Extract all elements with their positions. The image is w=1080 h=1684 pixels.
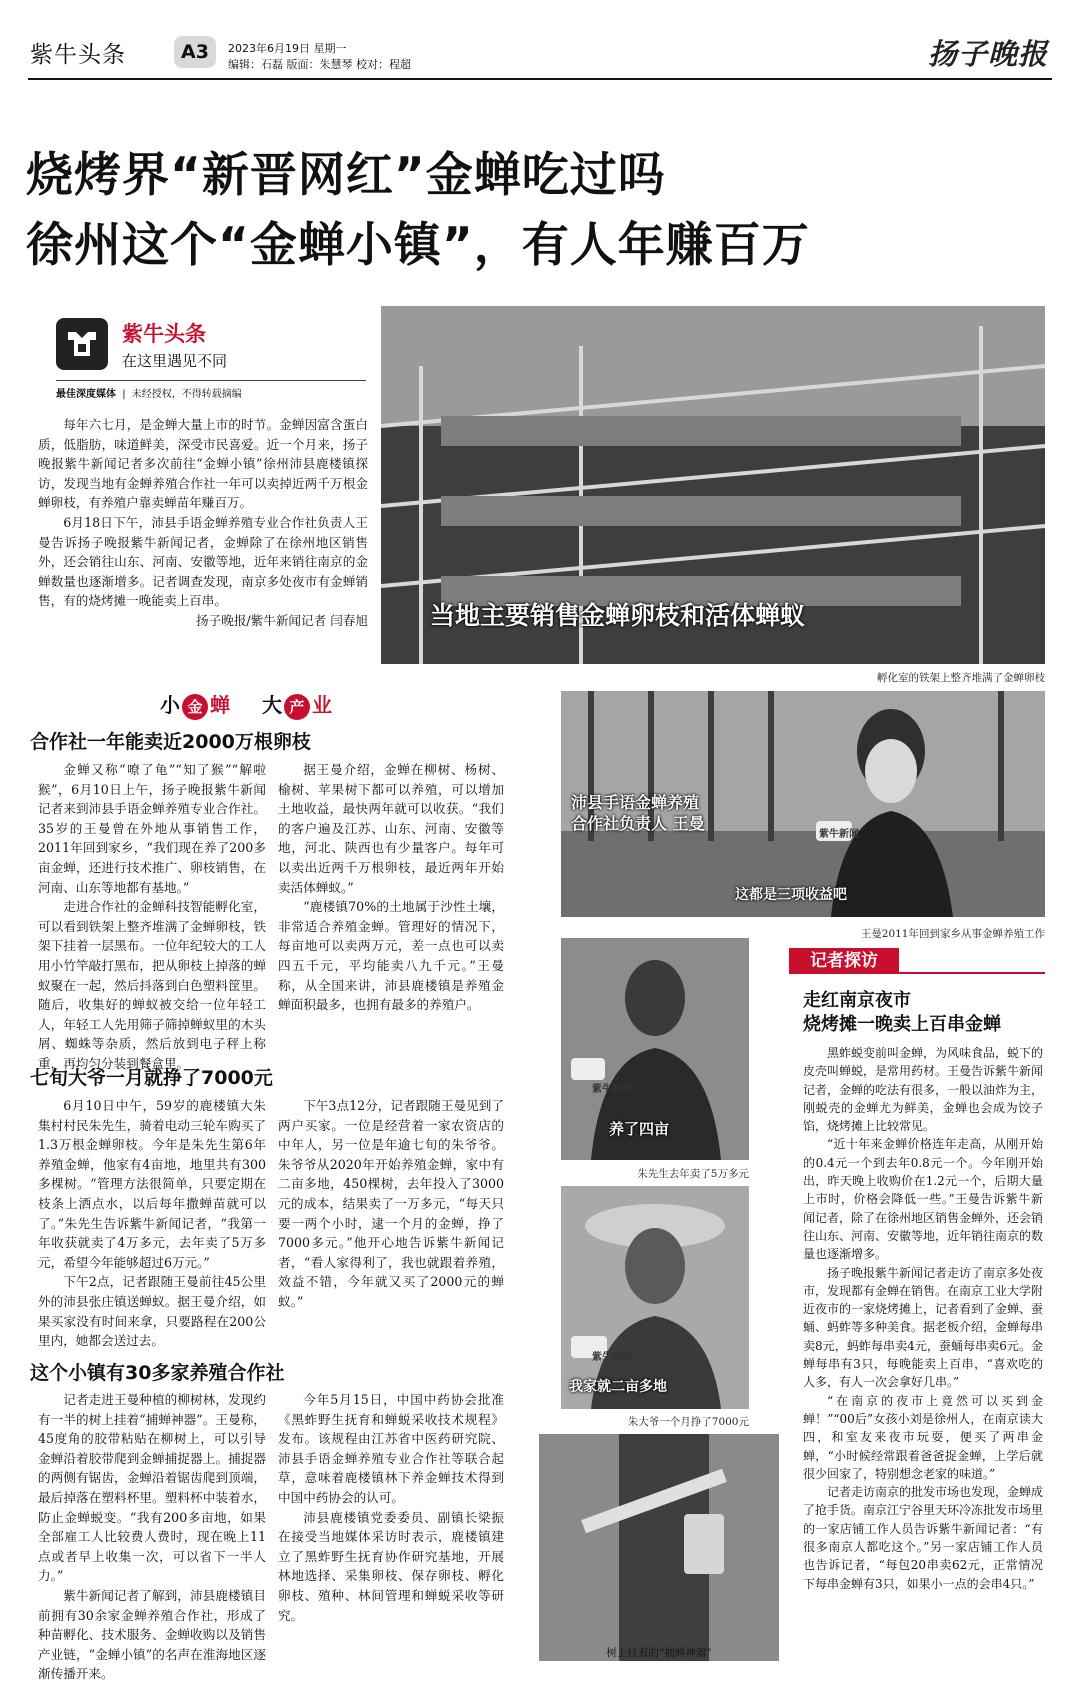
uncle-photo-caption: 朱大爷一个月挣了7000元 — [627, 1416, 749, 1428]
banner-small: 小 — [160, 693, 180, 717]
lead-text — [38, 415, 368, 631]
headline-line-2: 徐州这个“金蝉小镇”，有人年赚百万 — [26, 218, 810, 273]
sidebar-paragraph: 扬子晚报紫牛新闻记者走访了南京多处夜市，发现都有金蝉在销售。在南京工业大学附近夜市的一家烧烤摊上，记者看到了金蝉、蚕蛹、蚂蚱等多种美食。据老板介绍，金蝉每串卖8元，蚂蚱每串卖4元，蚕蛹每串卖6元。金蝉每串有3只，每晚能卖上百串，“喜欢吃的人多，有人一次会拿好几串。” — [803, 1265, 1044, 1390]
section1-paragraph: “鹿楼镇70%的土地属于沙性土壤，非常适合养殖金蝉。管理好的情况下，每亩地可以卖两万元，差一点也可以卖四五千元，平均能卖八九千元。”王曼称，从全国来讲，沛县鹿楼镇是养殖金蝉面积最多，也拥有最多的养殖户。 — [278, 899, 504, 1013]
brand-slogan: 在这里遇见不同 — [122, 352, 228, 370]
section1-col2 — [278, 760, 504, 1032]
banner-industry-2: 业 — [311, 693, 332, 717]
section1-paragraph: 走进合作社的金蝉科技智能孵化室，可以看到铁架上整齐堆满了金蝉卵枝，铁架下挂着一层黑布。一位年纪较大的工人用小竹竿敲打黑布，把从卵枝上掉落的蝉蚁聚在一起，然后抖落到白色塑料筐里。随后，收集好的蝉蚁被交给一位年轻工人，年轻工人先用筛子筛掉蝉蚁里的木头屑、蜘蛛等杂质，然后放到电子秤上称重，再均匀分装到餐盒里。 — [38, 899, 266, 1071]
editor-credits: 编辑：石磊 版面：朱慧琴 校对：程超 — [228, 58, 411, 71]
section2-col2 — [278, 1096, 504, 1352]
sidebar-paragraph: 黑蚱蜕变前叫金蝉，为风味食品，蜕下的皮壳叫蝉蜕，是常用药材。王曼告诉紫牛新闻记者，金蝉的吃法有很多，一般以油炸为主，刚蜕壳的金蝉尤为鲜美，金蝉也会成为饺子馅，烧烤摊上比较常见。 — [803, 1046, 1044, 1134]
section2-col1 — [38, 1096, 266, 1352]
page-number-tab: A3 — [174, 36, 216, 68]
sidebar-paragraph: “在南京的夜市上竟然可以买到金蝉！”“00后”女孩小刘是徐州人，在南京读大四，和室友来夜市玩耍，便买了两串金蝉，“小时候经常跟着爸爸捉金蝉，上学后就很少回家了，特别想念老家的味道。” — [803, 1393, 1043, 1481]
section2-title: 七旬大爷一月就挣了7000元 — [30, 1067, 273, 1089]
section-label: 紫牛头条 — [30, 42, 126, 68]
section1-title: 合作社一年能卖近2000万根卵枝 — [30, 731, 311, 753]
sidebar-title-2: 烧烤摊一晚卖上百串金蝉 — [803, 1014, 1001, 1035]
zhu-mic-flag: 紫牛新闻 — [592, 1084, 632, 1095]
uncle-mic-flag: 紫牛新闻 — [592, 1352, 632, 1363]
section2-paragraph: 下午2点，记者跟随王曼前往45公里外的沛县张庄镇送蝉蚁。据王曼介绍，如果买家没有时间来拿，只要路程在200公里内，她都会送过去。 — [38, 1274, 266, 1349]
zhu-overlay: 养了四亩 — [609, 1120, 670, 1138]
issue-date: 2023年6月19日 星期一 — [228, 42, 347, 55]
lead-byline: 扬子晚报/紫牛新闻记者 闫春旭 — [196, 612, 368, 628]
sidebar-tag: 记者探访 — [789, 948, 899, 974]
brand-tagline: 最佳深度媒体 | 未经授权，不得转载摘编 — [56, 389, 242, 400]
wang-photo-caption: 王曼2011年回到家乡从事金蝉养殖工作 — [860, 928, 1045, 940]
tree-photo-caption: 树上挂着的“捕蝉神器” — [606, 1647, 712, 1659]
lead-paragraph: 每年六七月，是金蝉大量上市的时节。金蝉因富含蛋白质，低脂肪，味道鲜美，深受市民喜爱。近一个月来，扬子晚报紫牛新闻记者多次前往“金蝉小镇”徐州沛县鹿楼镇探访，发现当地有金蝉养殖合作社一年可以卖掉近两千万根金蝉卵枝，有养殖户靠卖蝉苗年赚百万。 — [38, 417, 368, 511]
section2-paragraph: 6月10日中午，59岁的鹿楼镇大朱集村村民朱先生，骑着电动三轮车购买了1.3万根金蝉卵枝。今年是朱先生第6年养殖金蝉，他家有4亩地，地里共有300多棵树。“管理方法很简单，只要定期在枝条上洒点水，以后每年撒蝉苗就可以了。”朱先生告诉紫牛新闻记者，“我第一年收获就卖了4万多元，去年卖了5万多元，希望今年能够超过6万元。” — [38, 1098, 266, 1270]
section3-col2 — [278, 1390, 504, 1664]
tree-trap-illustration — [539, 1434, 779, 1661]
wang-quote: 这都是三项收益吧 — [735, 887, 847, 903]
section1-col1 — [38, 760, 266, 1071]
banner-industry-1: 产 — [284, 694, 310, 720]
sidebar-tag-rule — [899, 972, 1045, 974]
wang-overlay-line-1: 沛县手语金蝉养殖 — [571, 793, 700, 812]
header-rule — [28, 78, 1052, 80]
sidebar-text — [803, 1044, 1043, 1666]
banner-cicada: 蝉 — [210, 693, 230, 717]
headline-line-1: 烧烤界“新晋网红”金蝉吃过吗 — [26, 148, 666, 203]
brand-logo-icon — [56, 318, 108, 370]
sidebar-paragraph: 记者走访南京的批发市场也发现，金蝉成了抢手货。南京江宁谷里天环冷冻批发市场里的一家店铺工作人员告诉紫牛新闻记者：“有很多南京人都吃这个。”另一家店铺工作人员也告诉记者，“每包20串卖62元，正常情况下每串金蝉有3只，如果小一点的会串4只。” — [803, 1485, 1044, 1591]
section1-paragraph: 金蝉又称“嘹了龟”“知了猴”“解啦猴”，6月10日上午，扬子晚报紫牛新闻记者来到沛县手语金蝉养殖专业合作社。35岁的王曼曾在外地从事销售工作，2011年回到家乡，“我们现在养了200多亩金蝉，还进行技术推广、卵枝销售，在河南、山东等地都有基地。” — [38, 762, 266, 895]
sidebar-paragraph: “近十年来金蝉价格连年走高，从刚开始的0.4元一个到去年0.8元一个。今年刚开始出，昨天晚上收购价在1.2元一个，后期大量上市时，价格会降低一些。”王曼告诉紫牛新闻记者，除了在徐州地区销售金蝉外，还会销往山东、河南、安徽等地，近年销往南京的数量也逐渐增多。 — [803, 1137, 1044, 1262]
zhu-photo-caption: 朱先生去年卖了5万多元 — [637, 1168, 749, 1180]
brand-name: 紫牛头条 — [122, 322, 206, 346]
sidebar-title-1: 走红南京夜市 — [803, 990, 911, 1011]
lead-paragraph: 6月18日下午，沛县手语金蝉养殖专业合作社负责人王曼告诉扬子晚报紫牛新闻记者，金蝉除了在徐州地区销售外，还会销往山东、河南、安徽等地，近年来销往南京的金蝉数量也逐渐增多。记者调查发现，南京多处夜市有金蝉销售，有的烧烤摊一晚能卖上百串。 — [38, 514, 368, 609]
section3-paragraph: 沛县鹿楼镇党委委员、副镇长梁振在接受当地媒体采访时表示，鹿楼镇建立了黑蚱野生抚育协作研究基地，开展林地选择、采集卵枝、保存卵枝、孵化卵枝、殖种、林间管理和蝉蜕采收等研究。 — [278, 1509, 504, 1623]
uncle-overlay: 我家就二亩多地 — [569, 1379, 667, 1395]
section3-paragraph: 今年5月15日，中国中药协会批准《黑蚱野生抚育和蝉蜕采收技术规程》发布。该规程由江苏省中医药研究院、沛县手语金蝉养殖专业合作社等联合起草，意味着鹿楼镇林下养金蝉技术得到中国中药协会的认可。 — [278, 1392, 504, 1505]
wang-mic-flag: 紫牛新闻 — [819, 829, 859, 840]
section1-paragraph: 据王曼介绍，金蝉在柳树、杨树、榆树、苹果树下都可以养殖，可以增加土地收益，最快两年就可以收获。“我们的客户遍及江苏、山东、河南、安徽等地，河北、陕西也有少量客户。每年可以卖出近两千万根卵枝，最近两年开始卖活体蝉蚁。” — [278, 762, 504, 895]
brand-divider — [56, 380, 366, 381]
column-banner — [160, 689, 332, 720]
section3-paragraph: 紫牛新闻记者了解到，沛县鹿楼镇目前拥有30余家金蝉养殖合作社，形成了种苗孵化、技术服务、金蝉收购以及销售产业链，“金蝉小镇”的名声在淮海地区逐渐传播开来。 — [38, 1587, 266, 1682]
section3-col1 — [38, 1390, 266, 1682]
banner-big: 大 — [261, 693, 282, 717]
tree-trap-photo — [539, 1434, 779, 1661]
banner-gold: 金 — [182, 694, 208, 720]
newspaper-logo: 扬子晚报 — [927, 37, 1048, 71]
section2-paragraph: 下午3点12分，记者跟随王曼见到了两户买家。一位是经营着一家农资店的中年人，另一位是年逾七旬的朱爷爷。朱爷爷从2020年开始养殖金蝉，家中有二亩多地，450棵树，去年投入了3000元的成本，结果卖了一万多元，“每天只要一两个小时，逮一个月的金蝉，挣了7000多元。”他开心地告诉紫牛新闻记者，“看人家得利了，我也就跟着养殖，效益不错，今年就又买了2000元的蝉蚁。” — [278, 1098, 504, 1309]
section3-paragraph: 记者走进王曼种植的柳树林，发现约有一半的树上挂着“捕蝉神器”。王曼称，45度角的胶带粘贴在柳树上，可以引导金蝉沿着胶带爬到金蝉捕捉器上。捕捉器的两侧有锯齿，金蝉沿着锯齿爬到顶端，最后掉落在塑料杯里。塑料杯中装着水，防止金蝉蜕变。“我有200多亩地，如果全部雇工人比较费人费时，现在晚上11点或者早上收集一次，可以省下一半人力。” — [38, 1392, 266, 1584]
main-photo-overlay: 当地主要销售金蝉卵枝和活体蝉蚁 — [430, 601, 806, 630]
wang-overlay-line-2: 合作社负责人 王曼 — [571, 814, 705, 833]
brand-tagline-text: 最佳深度媒体 — [56, 389, 116, 400]
section3-title: 这个小镇有30多家养殖合作社 — [30, 1362, 285, 1384]
brand-notice: 未经授权，不得转载摘编 — [131, 389, 242, 400]
main-photo-caption: 孵化室的铁架上整齐堆满了金蝉卵枝 — [877, 672, 1045, 684]
